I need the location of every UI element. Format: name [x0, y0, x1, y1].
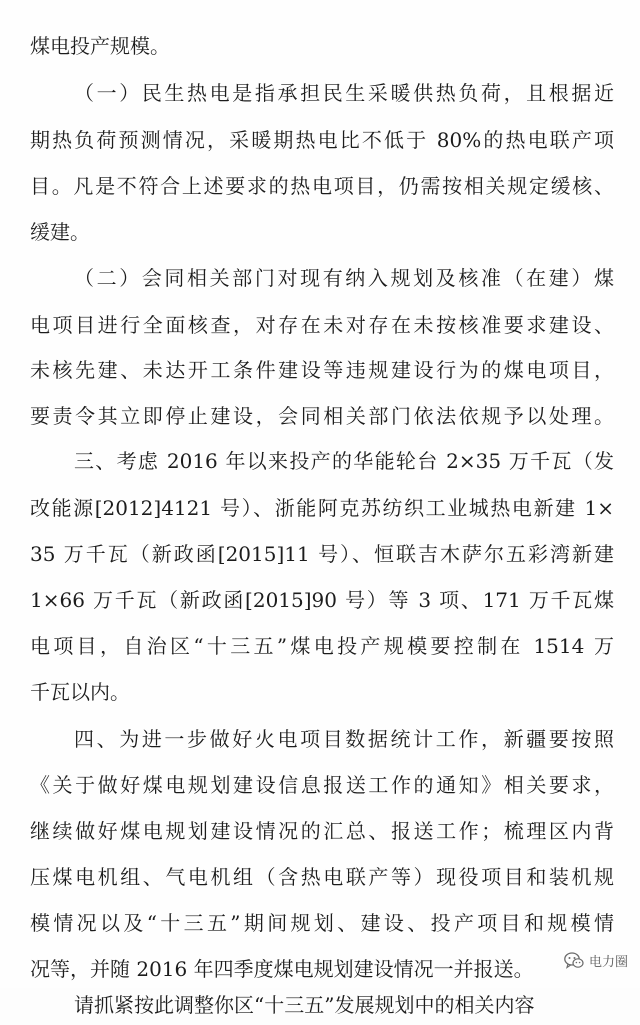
- text-line: 煤电投产规模。: [30, 34, 170, 58]
- text-line: 改能源[2012]4121 号）、浙能阿克苏纺织工业城热电新建 1×: [30, 496, 614, 520]
- text-line: 要责令其立即停止建设，会同相关部门依法依规予以处理。: [30, 404, 614, 428]
- text-line: 请抓紧按此调整你区“十三五”发展规划中的相关内容: [74, 993, 535, 1017]
- text-line: 期热负荷预测情况，采暖期热电比不低于 80%的热电联产项: [30, 128, 614, 152]
- text-line: 继续做好煤电规划建设情况的汇总、报送工作；梳理区内背: [30, 819, 614, 843]
- text-line: 电项目，自治区“十三五”煤电投产规模要控制在 1514 万: [30, 634, 614, 658]
- text-line: 模情况以及“十三五”期间规划、建设、投产项目和规模情: [30, 911, 614, 935]
- text-line: 1×66 万千瓦（新政函[2015]90 号）等 3 项、171 万千瓦煤: [30, 588, 614, 612]
- text-line: （一）民生热电是指承担民生采暖供热负荷，且根据近: [74, 81, 614, 105]
- text-line: 电项目进行全面核查，对存在未对存在未按核准要求建设、: [30, 313, 614, 337]
- text-line: 缓建。: [30, 220, 90, 244]
- text-line: 《关于做好煤电规划建设信息报送工作的通知》相关要求，: [30, 773, 614, 797]
- text-line: 四、为进一步做好火电项目数据统计工作，新疆要按照: [74, 727, 614, 751]
- watermark-label: 电力圈: [588, 955, 628, 970]
- text-line: 压煤电机组、气电机组（含热电联产等）现役项目和装机规: [30, 865, 614, 889]
- text-line: 未核先建、未达开工条件建设等违规建设行为的煤电项目，: [30, 358, 614, 382]
- watermark: [564, 951, 628, 970]
- text-line: 35 万千瓦（新政函[2015]11 号）、恒联吉木萨尔五彩湾新建: [30, 542, 614, 566]
- text-line: 千瓦以内。: [30, 680, 130, 704]
- text-line: 况等，并随 2016 年四季度煤电规划建设情况一并报送。: [30, 957, 534, 981]
- text-line: 三、考虑 2016 年以来投产的华能轮台 2×35 万千瓦（发: [74, 449, 614, 473]
- text-line: 目。凡是不符合上述要求的热电项目，仍需按相关规定缓核、: [30, 174, 614, 198]
- wechat-icon: [564, 952, 584, 969]
- text-line: （二）会同相关部门对现有纳入规划及核准（在建）煤: [74, 266, 614, 290]
